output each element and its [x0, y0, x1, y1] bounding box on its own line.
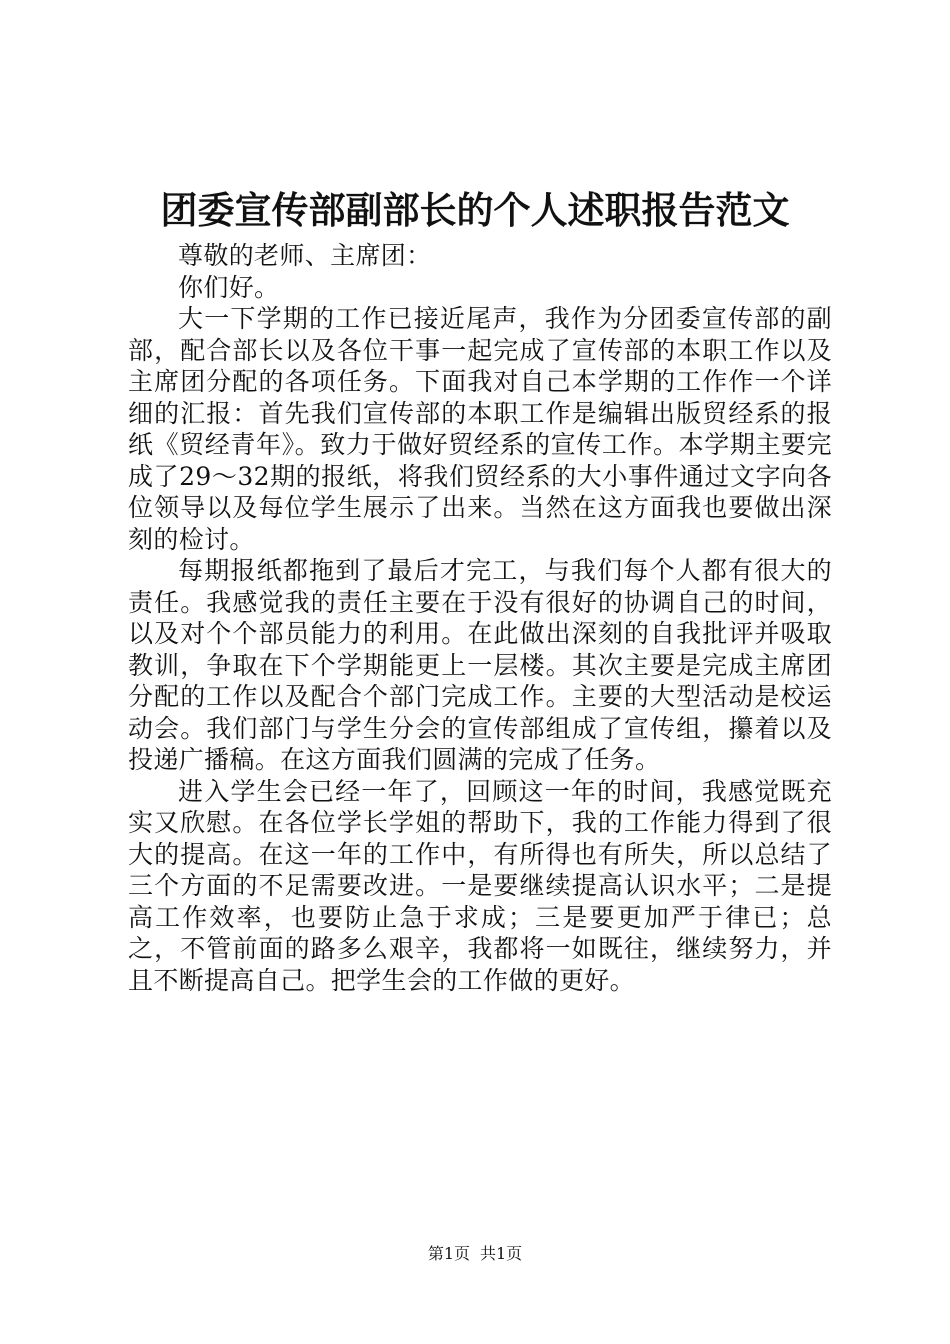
page-footer	[0, 1244, 950, 1264]
page-total: 共1页	[480, 1244, 523, 1263]
document-body	[128, 240, 832, 996]
page-number: 第1页	[427, 1244, 470, 1263]
greeting: 你们好。	[178, 272, 280, 302]
body-paragraph: 每期报纸都拖到了最后才完工，与我们每个人都有很大的责任。我感觉我的责任主要在于没有很好的协调自己的时间，以及对个个部员能力的利用。在此做出深刻的自我批评并吸取教训，争取在下个学期能更上一层楼。其次主要是完成主席团分配的工作以及配合个部门完成工作。主要的大型活动是校运动会。我们部门与学生分会的宣传部组成了宣传组，攥着以及投递广播稿。在这方面我们圆满的完成了任务。	[128, 556, 832, 774]
body-paragraph: 大一下学期的工作已接近尾声，我作为分团委宣传部的副部，配合部长以及各位干事一起完成了宣传部的本职工作以及主席团分配的各项任务。下面我对自己本学期的工作作一个详细的汇报：首先我们宣传部的本职工作是编辑出版贸经系的报纸《贸经青年》。致力于做好贸经系的宣传工作。本学期主要完成了29～32期的报纸，将我们贸经系的大小事件通过文字向各位领导以及每位学生展示了出来。当然在这方面我也要做出深刻的检讨。	[128, 304, 832, 554]
salutation: 尊敬的老师、主席团：	[178, 241, 432, 270]
document-title: 团委宣传部副部长的个人述职报告范文	[160, 188, 790, 232]
body-paragraph: 进入学生会已经一年了，回顾这一年的时间，我感觉既充实又欣慰。在各位学长学姐的帮助下，我的工作能力得到了很大的提高。在这一年的工作中，有所得也有所失，所以总结了三个方面的不足需要改进。一是要继续提高认识水平；二是提高工作效率，也要防止急于求成；三是要更加严于律已；总之，不管前面的路多么艰辛，我都将一如既往，继续努力，并且不断提高自己。把学生会的工作做的更好。	[128, 776, 832, 995]
